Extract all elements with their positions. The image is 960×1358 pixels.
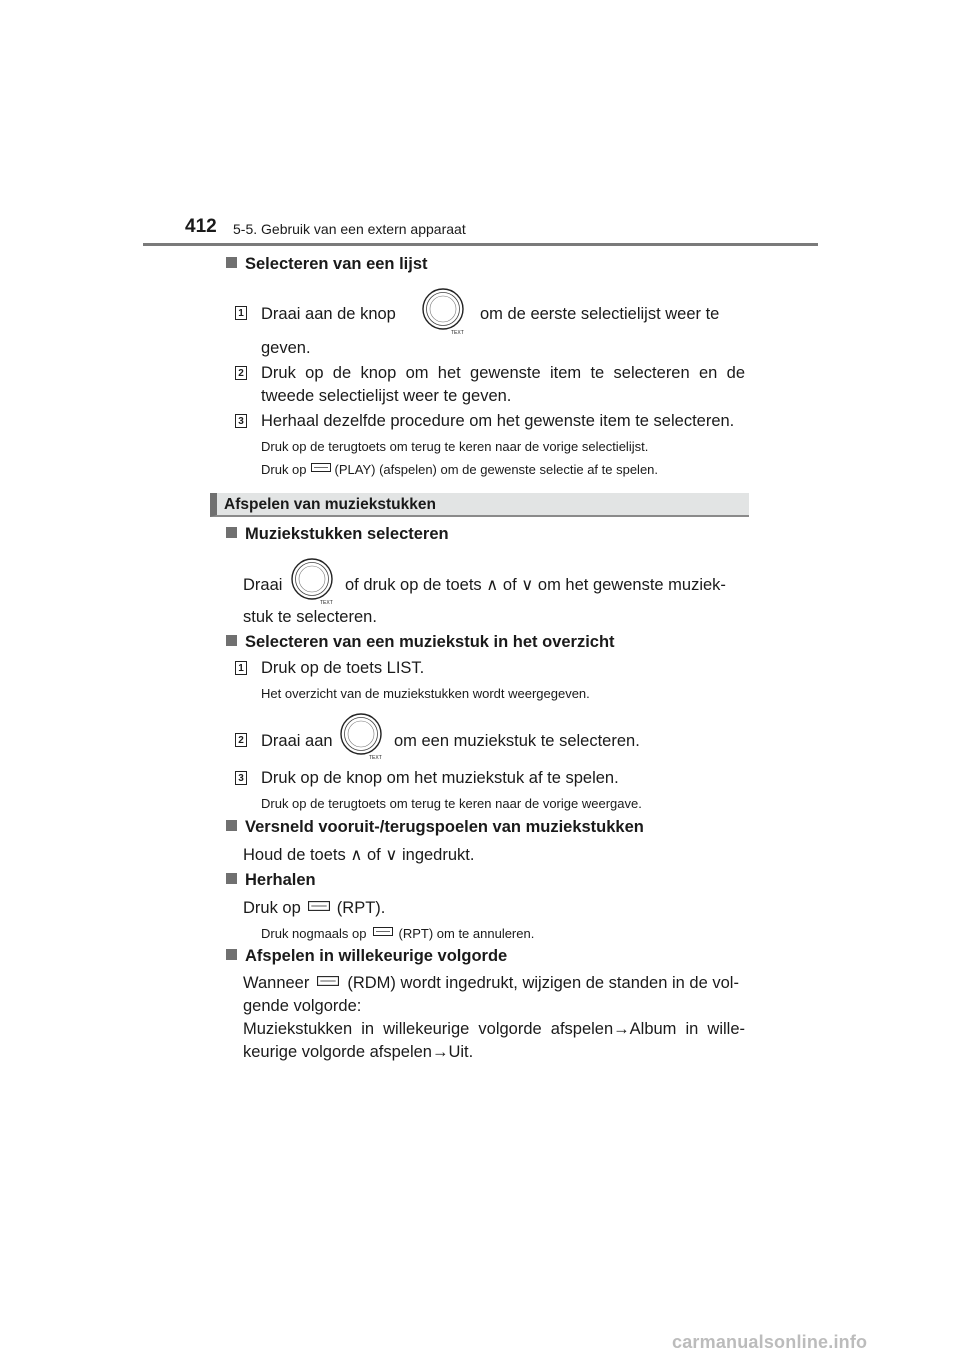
bullet-square-icon [226, 527, 237, 538]
body-text: Druk op (RPT). [243, 899, 386, 917]
heading-versneld: Versneld vooruit-/terugspoelen van muziekstukken [226, 818, 644, 837]
body-text: gende volgorde: [243, 997, 362, 1015]
step-text: Druk op de toets LIST. [261, 659, 425, 677]
step-number: 1 [235, 306, 247, 320]
bullet-square-icon [226, 820, 237, 831]
step-number: 3 [235, 771, 247, 785]
body-text: of druk op de toets ∧ of ∨ om het gewenste muziek- [345, 576, 726, 594]
body-text: stuk te selecteren. [243, 608, 377, 626]
note-text: Druk op de terugtoets om terug te keren naar de vorige weergave. [261, 796, 642, 811]
preset-button-icon [373, 927, 393, 936]
bullet-square-icon [226, 949, 237, 960]
bullet-square-icon [226, 257, 237, 268]
header-divider [143, 243, 818, 246]
step-text: Druk op de knop om het muziekstuk af te spelen. [261, 769, 619, 787]
step-text: om een muziekstuk te selecteren. [394, 732, 640, 750]
step-number: 2 [235, 733, 247, 747]
svg-text:TEXT: TEXT [320, 600, 333, 605]
heading-muziekstukken-selecteren: Muziekstukken selecteren [226, 525, 449, 544]
bullet-square-icon [226, 635, 237, 646]
step-number: 3 [235, 414, 247, 428]
tune-knob-icon [419, 287, 467, 335]
body-text: Houd de toets ∧ of ∨ ingedrukt. [243, 846, 475, 864]
heading-herhalen: Herhalen [226, 871, 316, 890]
step-text: Druk op de knop om het gewenste item te selecteren en de [261, 364, 745, 382]
body-text: Muziekstukken in willekeurige volgorde afspelen→Album in wille- [243, 1020, 745, 1038]
section-title: Afspelen van muziekstukken [224, 496, 436, 513]
page-number: 412 [185, 216, 217, 237]
preset-button-icon [311, 463, 331, 472]
tune-knob-icon [337, 712, 385, 760]
body-text: keurige volgorde afspelen→Uit. [243, 1043, 474, 1061]
step-text: Draai aan de knop [261, 305, 396, 323]
heading-muziekstuk-overzicht: Selecteren van een muziekstuk in het overzicht [226, 633, 615, 652]
step-text: Draai aan [261, 732, 333, 750]
step-text: om de eerste selectielijst weer te [480, 305, 720, 323]
step-number: 2 [235, 366, 247, 380]
chapter-title: 5-5. Gebruik van een extern apparaat [233, 221, 466, 237]
note-text: Druk nogmaals op (RPT) om te annuleren. [261, 926, 535, 941]
note-text: Druk op de terugtoets om terug te keren naar de vorige selectielijst. [261, 439, 649, 454]
note-text: Het overzicht van de muziekstukken wordt weergegeven. [261, 686, 590, 701]
note-text: Druk op (PLAY) (afspelen) om de gewenste selectie af te spelen. [261, 462, 659, 477]
bullet-square-icon [226, 873, 237, 884]
step-text: geven. [261, 339, 311, 357]
step-text: tweede selectielijst weer te geven. [261, 387, 512, 405]
preset-button-icon [317, 976, 339, 986]
svg-text:TEXT: TEXT [451, 330, 464, 335]
body-text: Draai [243, 576, 283, 594]
watermark: carmanualsonline.info [672, 1332, 868, 1352]
step-number: 1 [235, 661, 247, 675]
preset-button-icon [308, 901, 330, 911]
svg-text:TEXT: TEXT [369, 755, 382, 760]
heading-willekeurig: Afspelen in willekeurige volgorde [226, 947, 507, 966]
tune-knob-icon [288, 557, 336, 605]
body-text: Wanneer (RDM) wordt ingedrukt, wijzigen de standen in de vol- [243, 974, 739, 992]
heading-selecteren-lijst: Selecteren van een lijst [226, 255, 428, 274]
step-text: Herhaal dezelfde procedure om het gewenste item te selecteren. [261, 412, 735, 430]
